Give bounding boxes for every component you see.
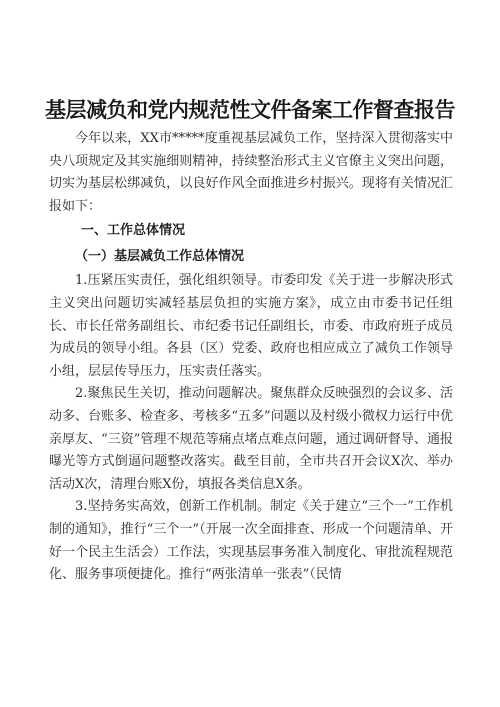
- body-paragraph-3: 3.坚持务实高效，创新工作机制。制定《关于建立“三个一”工作机制的通知》，推行“三个一”（开展一次全面排查、形成一个问题清单、开好一个民主生活会）工作法，实现基层事务准入制度化、审批流程规范化、服务事项便捷化。推行“两张清单一张表”（民情: [49, 499, 453, 583]
- subsection-heading: （一）基层减负工作总体情况: [75, 249, 245, 265]
- document-body: [49, 128, 453, 587]
- body-paragraph-1: 1.压紧压实责任，强化组织领导。市委印发《关于进一步解决形式主义突出问题切实减轻基层负担的实施方案》，成立由市委书记任组长、市长任常务副组长、市纪委书记任副组长，市委、市政府班子成员为成员的领导小组。各县（区）党委、政府也相应成立了减负工作领导小组，层层传导压力，压实责任落实。: [49, 273, 453, 379]
- document-title: 基层减负和党内规范性文件备案工作督查报告: [45, 98, 455, 122]
- intro-paragraph: 今年以来，XX市*****度重视基层减负工作，坚持深入贯彻落实中央八项规定及其实施细则精神，持续整治形式主义官僚主义突出问题，切实为基层松绑减负，以良好作风全面推进乡村振兴。现将有关情况汇报如下：: [49, 131, 453, 214]
- body-paragraph-2: 2.聚焦民生关切，推动问题解决。聚焦群众反映强烈的会议多、活动多、台账多、检查多、考核多“五多”问题以及村级小微权力运行中优亲厚友、“三资”管理不规范等痛点堵点难点问题，通过调研督导、通报曝光等方式倒逼问题整改落实。截至目前，全市共召开会议X次、举办活动X次，清理台账X份，填报各类信息X条。: [49, 386, 453, 492]
- section-heading: 一、工作总体情况: [81, 223, 186, 239]
